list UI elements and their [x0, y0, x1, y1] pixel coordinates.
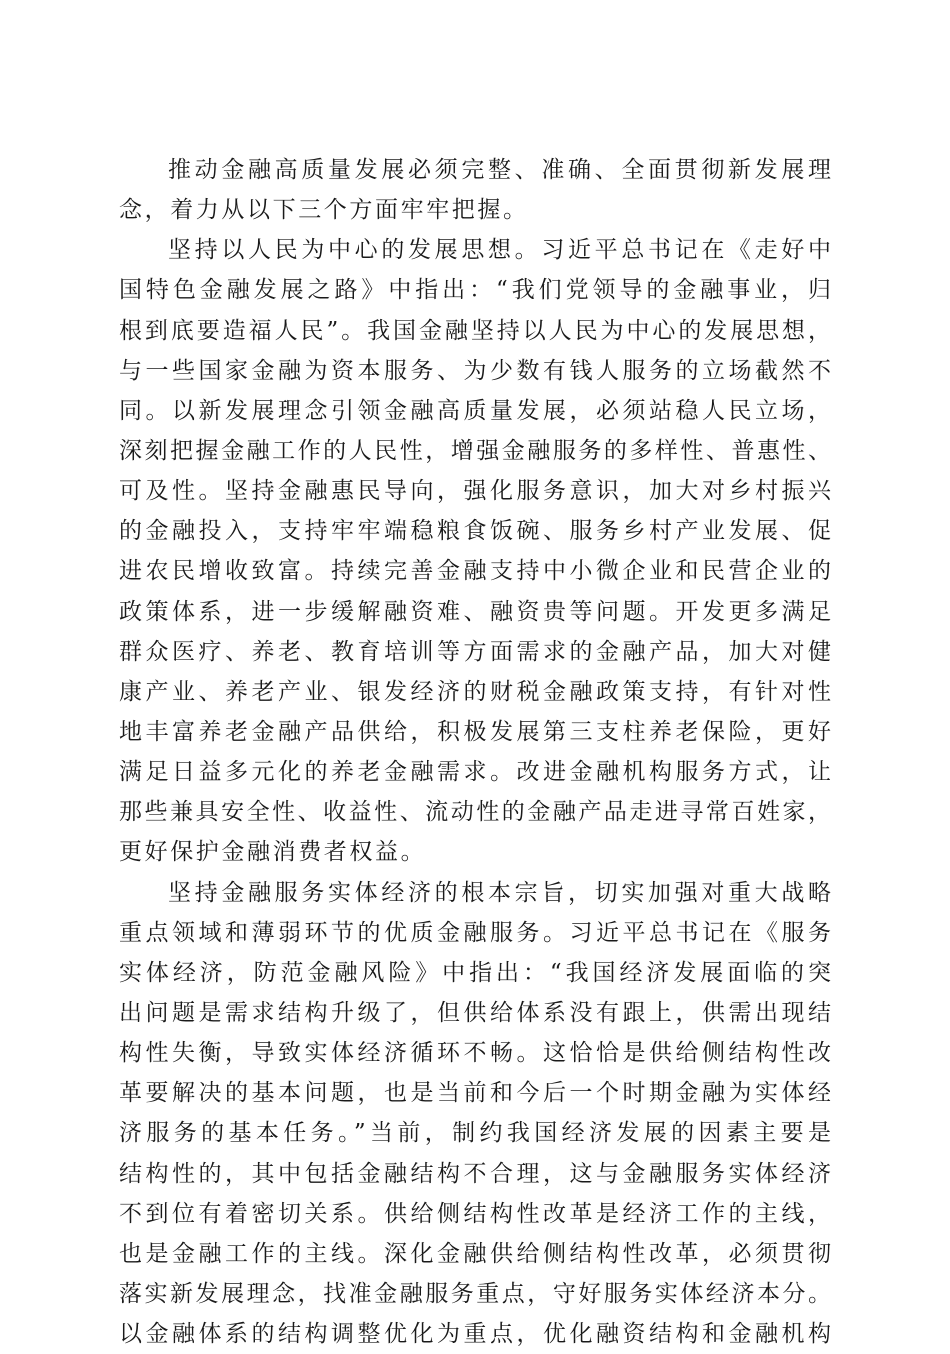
paragraph-2-line-3: 根到底要造福人民”。我国金融坚持以人民为中心的发展思想， [119, 317, 831, 344]
document-body [119, 150, 831, 1354]
paragraph-3-line-2: 重点领域和薄弱环节的优质金融服务。习近平总书记在《服务 [119, 919, 831, 946]
paragraph-3-line-6: 革要解决的基本问题，也是当前和今后一个时期金融为实体经 [119, 1080, 831, 1107]
paragraph-3-line-8: 结构性的，其中包括金融结构不合理，这与金融服务实体经济 [119, 1160, 831, 1187]
paragraph-2-line-12: 康产业、养老产业、银发经济的财税金融政策支持，有针对性 [119, 678, 831, 705]
paragraph-2-line-14: 满足日益多元化的养老金融需求。改进金融机构服务方式，让 [119, 759, 831, 786]
paragraph-2-line-9: 进农民增收致富。持续完善金融支持中小微企业和民营企业的 [119, 558, 831, 585]
paragraph-2-line-11: 群众医疗、养老、教育培训等方面需求的金融产品，加大对健 [119, 638, 831, 665]
paragraph-3-line-5: 构性失衡，导致实体经济循环不畅。这恰恰是供给侧结构性改 [119, 1040, 831, 1067]
paragraph-2-line-10: 政策体系，进一步缓解融资难、融资贵等问题。开发更多满足 [119, 598, 831, 625]
paragraph-2-line-15: 那些兼具安全性、收益性、流动性的金融产品走进寻常百姓家， [119, 799, 831, 826]
paragraph-3-line-10: 也是金融工作的主线。深化金融供给侧结构性改革，必须贯彻 [119, 1240, 831, 1267]
paragraph-3-line-11: 落实新发展理念，找准金融服务重点，守好服务实体经济本分。 [119, 1280, 831, 1307]
paragraph-2-line-2: 国特色金融发展之路》中指出：“我们党领导的金融事业，归 [119, 277, 831, 304]
paragraph-2-line-7: 可及性。坚持金融惠民导向，强化服务意识，加大对乡村振兴 [119, 478, 831, 505]
paragraph-1-line-1: 推动金融高质量发展必须完整、准确、全面贯彻新发展理 [168, 157, 831, 183]
paragraph-2-line-8: 的金融投入，支持牢牢端稳粮食饭碗、服务乡村产业发展、促 [119, 518, 831, 545]
paragraph-2-line-1: 坚持以人民为中心的发展思想。习近平总书记在《走好中 [168, 237, 831, 264]
paragraph-2-line-6: 深刻把握金融工作的人民性，增强金融服务的多样性、普惠性、 [119, 437, 831, 464]
paragraph-3-line-1: 坚持金融服务实体经济的根本宗旨，切实加强对重大战略 [168, 879, 831, 906]
paragraph-1-line-2: 念，着力从以下三个方面牢牢把握。 [119, 197, 529, 224]
paragraph-2-line-5: 同。以新发展理念引领金融高质量发展，必须站稳人民立场， [119, 397, 831, 424]
paragraph-3-line-12: 以金融体系的结构调整优化为重点，优化融资结构和金融机构 [119, 1321, 831, 1348]
paragraph-3-line-9: 不到位有着密切关系。供给侧结构性改革是经济工作的主线， [119, 1200, 831, 1227]
paragraph-2-line-4: 与一些国家金融为资本服务、为少数有钱人服务的立场截然不 [119, 357, 831, 384]
paragraph-2-line-13: 地丰富养老金融产品供给，积极发展第三支柱养老保险，更好 [119, 718, 831, 745]
paragraph-2-line-16: 更好保护金融消费者权益。 [119, 839, 427, 866]
paragraph-3-line-4: 出问题是需求结构升级了，但供给体系没有跟上，供需出现结 [119, 999, 831, 1026]
paragraph-3-line-3: 实体经济，防范金融风险》中指出：“我国经济发展面临的突 [119, 959, 831, 986]
paragraph-3-line-7: 济服务的基本任务。”当前，制约我国经济发展的因素主要是 [119, 1120, 831, 1147]
